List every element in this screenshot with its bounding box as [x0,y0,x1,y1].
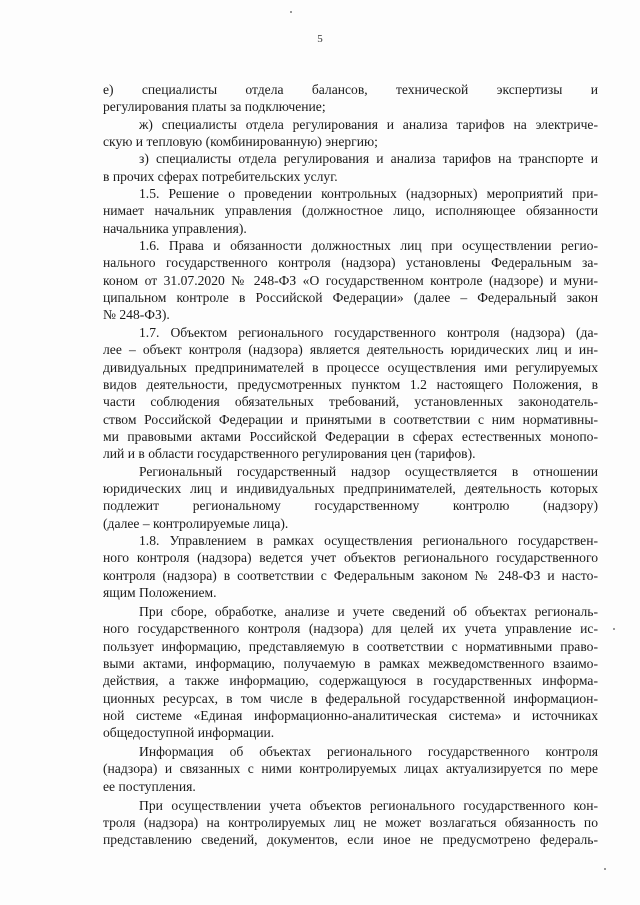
text-line: е) специалисты отдела балансов, технической экспертизы и [103,82,598,97]
text-line: № 248-ФЗ). [103,307,170,323]
text-line: Информация об объектах регионального государственного контроля [139,744,598,760]
text-line: (надзора) и связанных с ними контролируемых лицах актуализируется по мере [103,761,598,777]
text-line: нального государственного контроля (надзора) установлены Федеральным за- [103,255,598,271]
text-line: ционных ресурсах, в том числе в федеральной государственной информацион- [103,690,598,706]
text-line: лий и в области государственного регулирования цен (тарифов). [103,446,476,462]
text-line: Региональный государственный надзор осуществляется в отношении [139,463,598,479]
scan-speck [604,868,606,870]
scan-speck [613,628,615,630]
text-line: подлежит региональному государственному контролю (надзору) [103,498,598,514]
text-line: действия, а также информацию, содержащуюся в государственных информа- [103,673,598,689]
text-line: нимает начальник управления (должностное лицо, исполняющее обязанности [103,203,598,219]
document-body [103,81,598,849]
text-line: ципальном контроле в Российской Федерации» (далее – Федеральный закон [103,290,598,306]
text-line: скую и тепловую (комбинированную) энергию; [103,134,378,150]
text-line: ного контроля (надзора) ведется учет объектов регионального государственного [103,550,598,566]
text-line: ной системе «Единая информационно-аналитическая система» и источниках [103,707,598,723]
text-line: ством Российской Федерации и принятыми в соответствии с ним нормативны- [103,411,598,427]
scan-speck [290,11,292,13]
text-line: 1.6. Права и обязанности должностных лиц при осуществлении регио- [139,238,598,254]
text-line: (далее – контролируемые лица). [103,515,289,531]
text-line: видов деятельности, предусмотренных пунктом 1.2 настоящего Положения, в [103,376,598,392]
text-line: 1.8. Управлением в рамках осуществления регионального государствен- [139,532,598,548]
text-line: части соблюдения обязательных требований, установленных законодатель- [103,394,598,410]
text-line: лее – объект контроля (надзора) является деятельность юридических лиц и ин- [103,342,598,358]
text-line: пользует информацию, представляемую в соответствии с нормативными право- [103,638,598,654]
text-line: ящим Положением. [103,584,217,600]
text-line: ного государственного контроля (надзора) для целей их учета управление ис- [103,621,598,637]
text-line: юридических лиц и индивидуальных предпринимателей, деятельность которых [103,480,598,496]
text-line: регулирования платы за подключение; [103,99,326,115]
text-line: дивидуальных предпринимателей в процессе осуществления ими регулируемых [103,359,598,375]
text-line: коном от 31.07.2020 № 248-ФЗ «О государственном контроле (надзоре) и муни- [103,272,598,288]
page-number: 5 [317,33,323,45]
text-line: общедоступной информации. [103,725,275,741]
text-line: ее поступления. [103,778,196,794]
text-line: 1.5. Решение о проведении контрольных (надзорных) мероприятий при- [139,186,598,202]
text-line: ми правовыми актами Российской Федерации в сферах естественных монопо- [103,428,598,444]
text-line: ж) специалисты отдела регулирования и анализа тарифов на электриче- [139,116,598,132]
text-line: начальника управления). [103,220,247,236]
text-line: выми актами, информацию, получаемую в рамках межведомственного взаимо- [103,655,598,671]
text-line: При сборе, обработке, анализе и учете сведений об объектах региональ- [139,603,598,619]
text-line: в прочих сферах потребительских услуг. [103,168,338,184]
text-line: 1.7. Объектом регионального государственного контроля (надзора) (да- [139,324,598,340]
text-line: контроля (надзора) в соответствии с Федеральным законом № 248-ФЗ и насто- [103,567,598,583]
text-line: з) специалисты отдела регулирования и анализа тарифов на транспорте и [139,151,598,167]
text-line: представлению сведений, документов, если иное не предусмотрено федераль- [103,832,598,848]
text-line: троля (надзора) на контролируемых лиц не может возлагаться обязанность по [103,814,598,830]
text-line: При осуществлении учета объектов регионального государственного кон- [139,797,598,813]
